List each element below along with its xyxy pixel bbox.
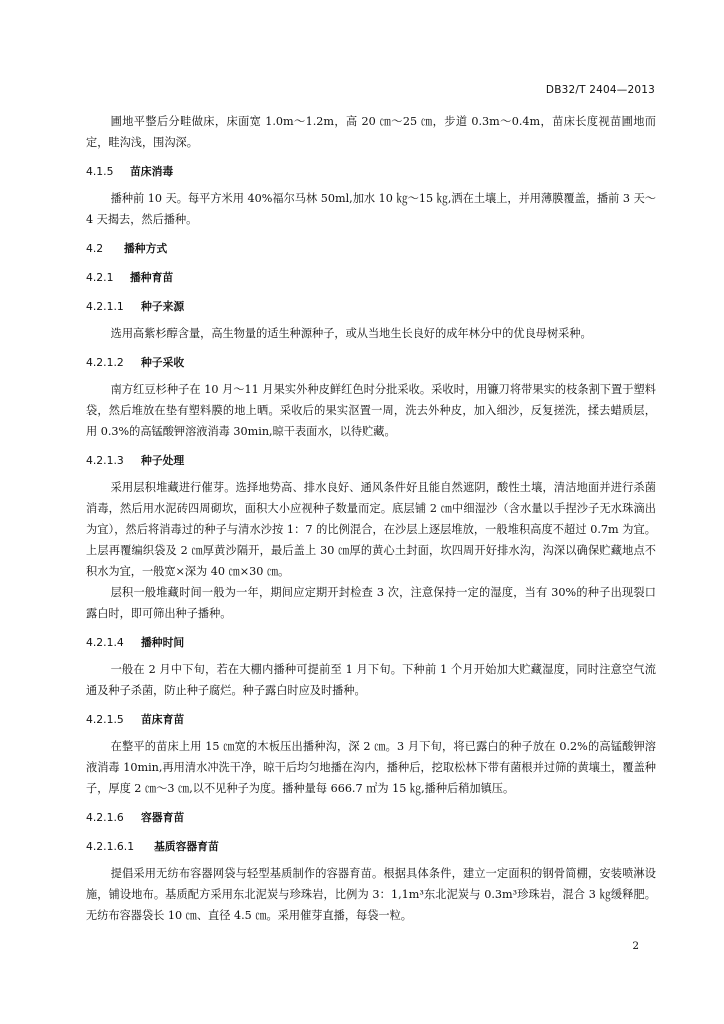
body-paragraph: 播种前 10 天。每平方米用 40%福尔马林 50ml,加水 10 ㎏～15 ㎏,洒在土壤上，并用薄膜覆盖，播前 3 天～4 天揭去，然后播种。 [86,192,656,226]
section-heading [86,238,656,259]
section-title: 基质容器育苗 [154,840,219,853]
section-heading [86,807,656,828]
document-header-id: DB32/T 2404—2013 [545,84,655,96]
section-title: 播种方式 [124,242,168,255]
section-title: 种子采收 [141,356,185,369]
body-paragraph: 采用层积堆藏进行催芽。选择地势高、排水良好、通风条件好且能自然遮阴，酸性土壤，清洁地面并进行杀菌消毒，然后用水泥砖四周砌坎，面积大小应视种子数量而定。底层铺 2 ㎝中细湿沙（含水量以手捏沙子无水珠滴出为宜），然后将消毒过的种子与清水沙按 1：7 的比例混合，在沙层上逐层堆放，一般堆积高度不超过 0.7m 为宜。上层再覆编织袋及 2 ㎝厚黄沙隔开，最后盖上 30 ㎝厚的黄心土封面，坎四周开好排水沟，沟深以确保贮藏地点不积水为宜，一般宽×深为 40 ㎝×30 ㎝。 [86,481,656,578]
body-paragraph: 圃地平整后分畦做床，床面宽 1.0m～1.2m，高 20 ㎝～25 ㎝，步道 0.3m～0.4m，苗床长度视苗圃地而定，畦沟浅，围沟深。 [86,115,656,149]
section-heading [86,836,656,857]
section-heading [86,632,656,653]
section-number: 4.2.1.5 [86,713,124,726]
section-number: 4.2.1.6.1 [86,840,135,853]
section-title: 播种时间 [141,636,185,649]
body-paragraph: 选用高紫杉醇含量，高生物量的适生种源种子，或从当地生长良好的成年林分中的优良母树采种。 [110,327,592,340]
section-number: 4.2.1.6 [86,811,124,824]
page-number: 2 [632,940,639,952]
section-number: 4.2.1.3 [86,454,124,467]
section-heading [86,296,656,317]
section-number: 4.2.1 [86,271,114,284]
section-title: 种子处理 [141,454,185,467]
section-title: 容器育苗 [141,811,185,824]
section-number: 4.2.1.4 [86,636,124,649]
section-title: 苗床育苗 [141,713,185,726]
section-title: 种子来源 [141,300,185,313]
section-heading [86,267,656,288]
body-paragraph: 南方红豆杉种子在 10 月～11 月果实外种皮鲜红色时分批采收。采收时，用镰刀将带果实的枝条割下置于塑料袋，然后堆放在垫有塑料膜的地上晒。采收后的果实沤置一周，洗去外种皮，加入细沙，反复搓洗，揉去蜡质层，用 0.3%的高锰酸钾溶液消毒 30min,晾干表面水，以待贮藏。 [86,383,656,438]
section-number: 4.2 [86,242,104,255]
section-heading [86,352,656,373]
section-number: 4.2.1.2 [86,356,124,369]
section-heading [86,709,656,730]
section-number: 4.2.1.1 [86,300,124,313]
section-number: 4.1.5 [86,165,114,178]
section-title: 播种育苗 [130,271,174,284]
body-paragraph: 一般在 2 月中下旬，若在大棚内播种可提前至 1 月下旬。下种前 1 个月开始加大贮藏湿度，同时注意空气流通及种子杀菌，防止种子腐烂。种子露白时应及时播种。 [86,663,656,697]
document-body [86,111,656,926]
section-title: 苗床消毒 [130,165,174,178]
body-paragraph: 在整平的苗床上用 15 ㎝宽的木板压出播种沟，深 2 ㎝。3 月下旬，将已露白的种子放在 0.2%的高锰酸钾溶液消毒 10min,再用清水冲洗干净，晾干后均匀地播在沟内，播种后，挖取松林下带有菌根并过筛的黄壤土，覆盖种子，厚度 2 ㎝～3 ㎝,以不见种子为度。播种量每 666.7 ㎡为 15 ㎏,播种后稍加镇压。 [86,740,656,795]
section-heading [86,450,656,471]
body-paragraph: 层积一般堆藏时间一般为一年，期间应定期开封检查 3 次，注意保持一定的湿度，当有 30%的种子出现裂口露白时，即可筛出种子播种。 [86,586,656,620]
section-heading [86,161,656,182]
body-paragraph: 提倡采用无纺布容器网袋与轻型基质制作的容器育苗。根据具体条件，建立一定面积的钢骨简棚，安装喷淋设施，铺设地布。基质配方采用东北泥炭与珍珠岩，比例为 3：1,1m³东北泥炭与 0.3m³珍珠岩，混合 3 ㎏缓释肥。无纺布容器袋长 10 ㎝、直径 4.5 ㎝。采用催芽直播，每袋一粒。 [86,867,656,922]
